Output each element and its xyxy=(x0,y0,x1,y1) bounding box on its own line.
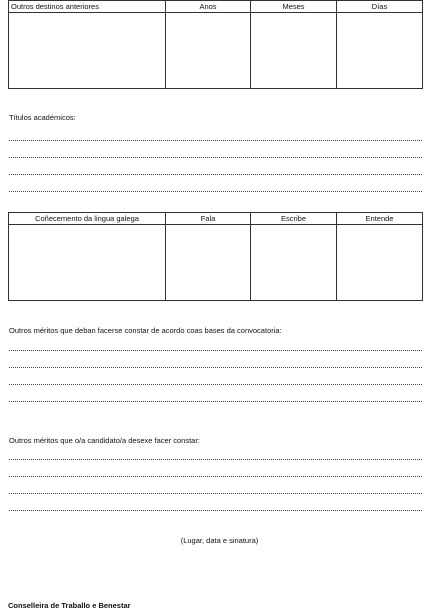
merits-candidate-label: Outros méritos que o/a candidato/a desexe facer constar: xyxy=(9,436,200,445)
galician-language-table xyxy=(8,212,423,301)
understands-cell[interactable] xyxy=(337,225,423,301)
column-header: Anos xyxy=(166,1,251,13)
dotted-line[interactable] xyxy=(9,367,422,368)
years-cell[interactable] xyxy=(166,13,251,89)
column-header: Días xyxy=(337,1,423,13)
table-header-row xyxy=(9,1,423,13)
dotted-line[interactable] xyxy=(9,384,422,385)
table-row xyxy=(9,225,423,301)
dotted-line[interactable] xyxy=(9,174,422,175)
dotted-line[interactable] xyxy=(9,510,422,511)
days-cell[interactable] xyxy=(337,13,423,89)
column-header: Coñecemento da lingua galega xyxy=(9,213,166,225)
language-cell[interactable] xyxy=(9,225,166,301)
dotted-line[interactable] xyxy=(9,140,422,141)
dotted-line[interactable] xyxy=(9,459,422,460)
academic-titles-label: Títulos académicos: xyxy=(9,113,76,122)
merits-bases-label: Outros méritos que deban facerse constar de acordo coas bases da convocatoria: xyxy=(9,326,282,335)
writes-cell[interactable] xyxy=(251,225,337,301)
column-header: Meses xyxy=(251,1,337,13)
dotted-line[interactable] xyxy=(9,350,422,351)
months-cell[interactable] xyxy=(251,13,337,89)
dotted-line[interactable] xyxy=(9,157,422,158)
dotted-line[interactable] xyxy=(9,191,422,192)
table-header-row xyxy=(9,213,423,225)
column-header: Escribe xyxy=(251,213,337,225)
destination-cell[interactable] xyxy=(9,13,166,89)
column-header: Outros destinos anteriores xyxy=(9,1,166,13)
table-row xyxy=(9,13,423,89)
footer-recipient: Conselleira de Traballo e Benestar xyxy=(8,601,131,610)
dotted-line[interactable] xyxy=(9,401,422,402)
signature-caption: (Lugar, data e sinatura) xyxy=(180,536,259,545)
dotted-line[interactable] xyxy=(9,493,422,494)
previous-destinations-table xyxy=(8,0,423,89)
speaks-cell[interactable] xyxy=(166,225,251,301)
column-header: Entende xyxy=(337,213,423,225)
dotted-line[interactable] xyxy=(9,476,422,477)
column-header: Fala xyxy=(166,213,251,225)
